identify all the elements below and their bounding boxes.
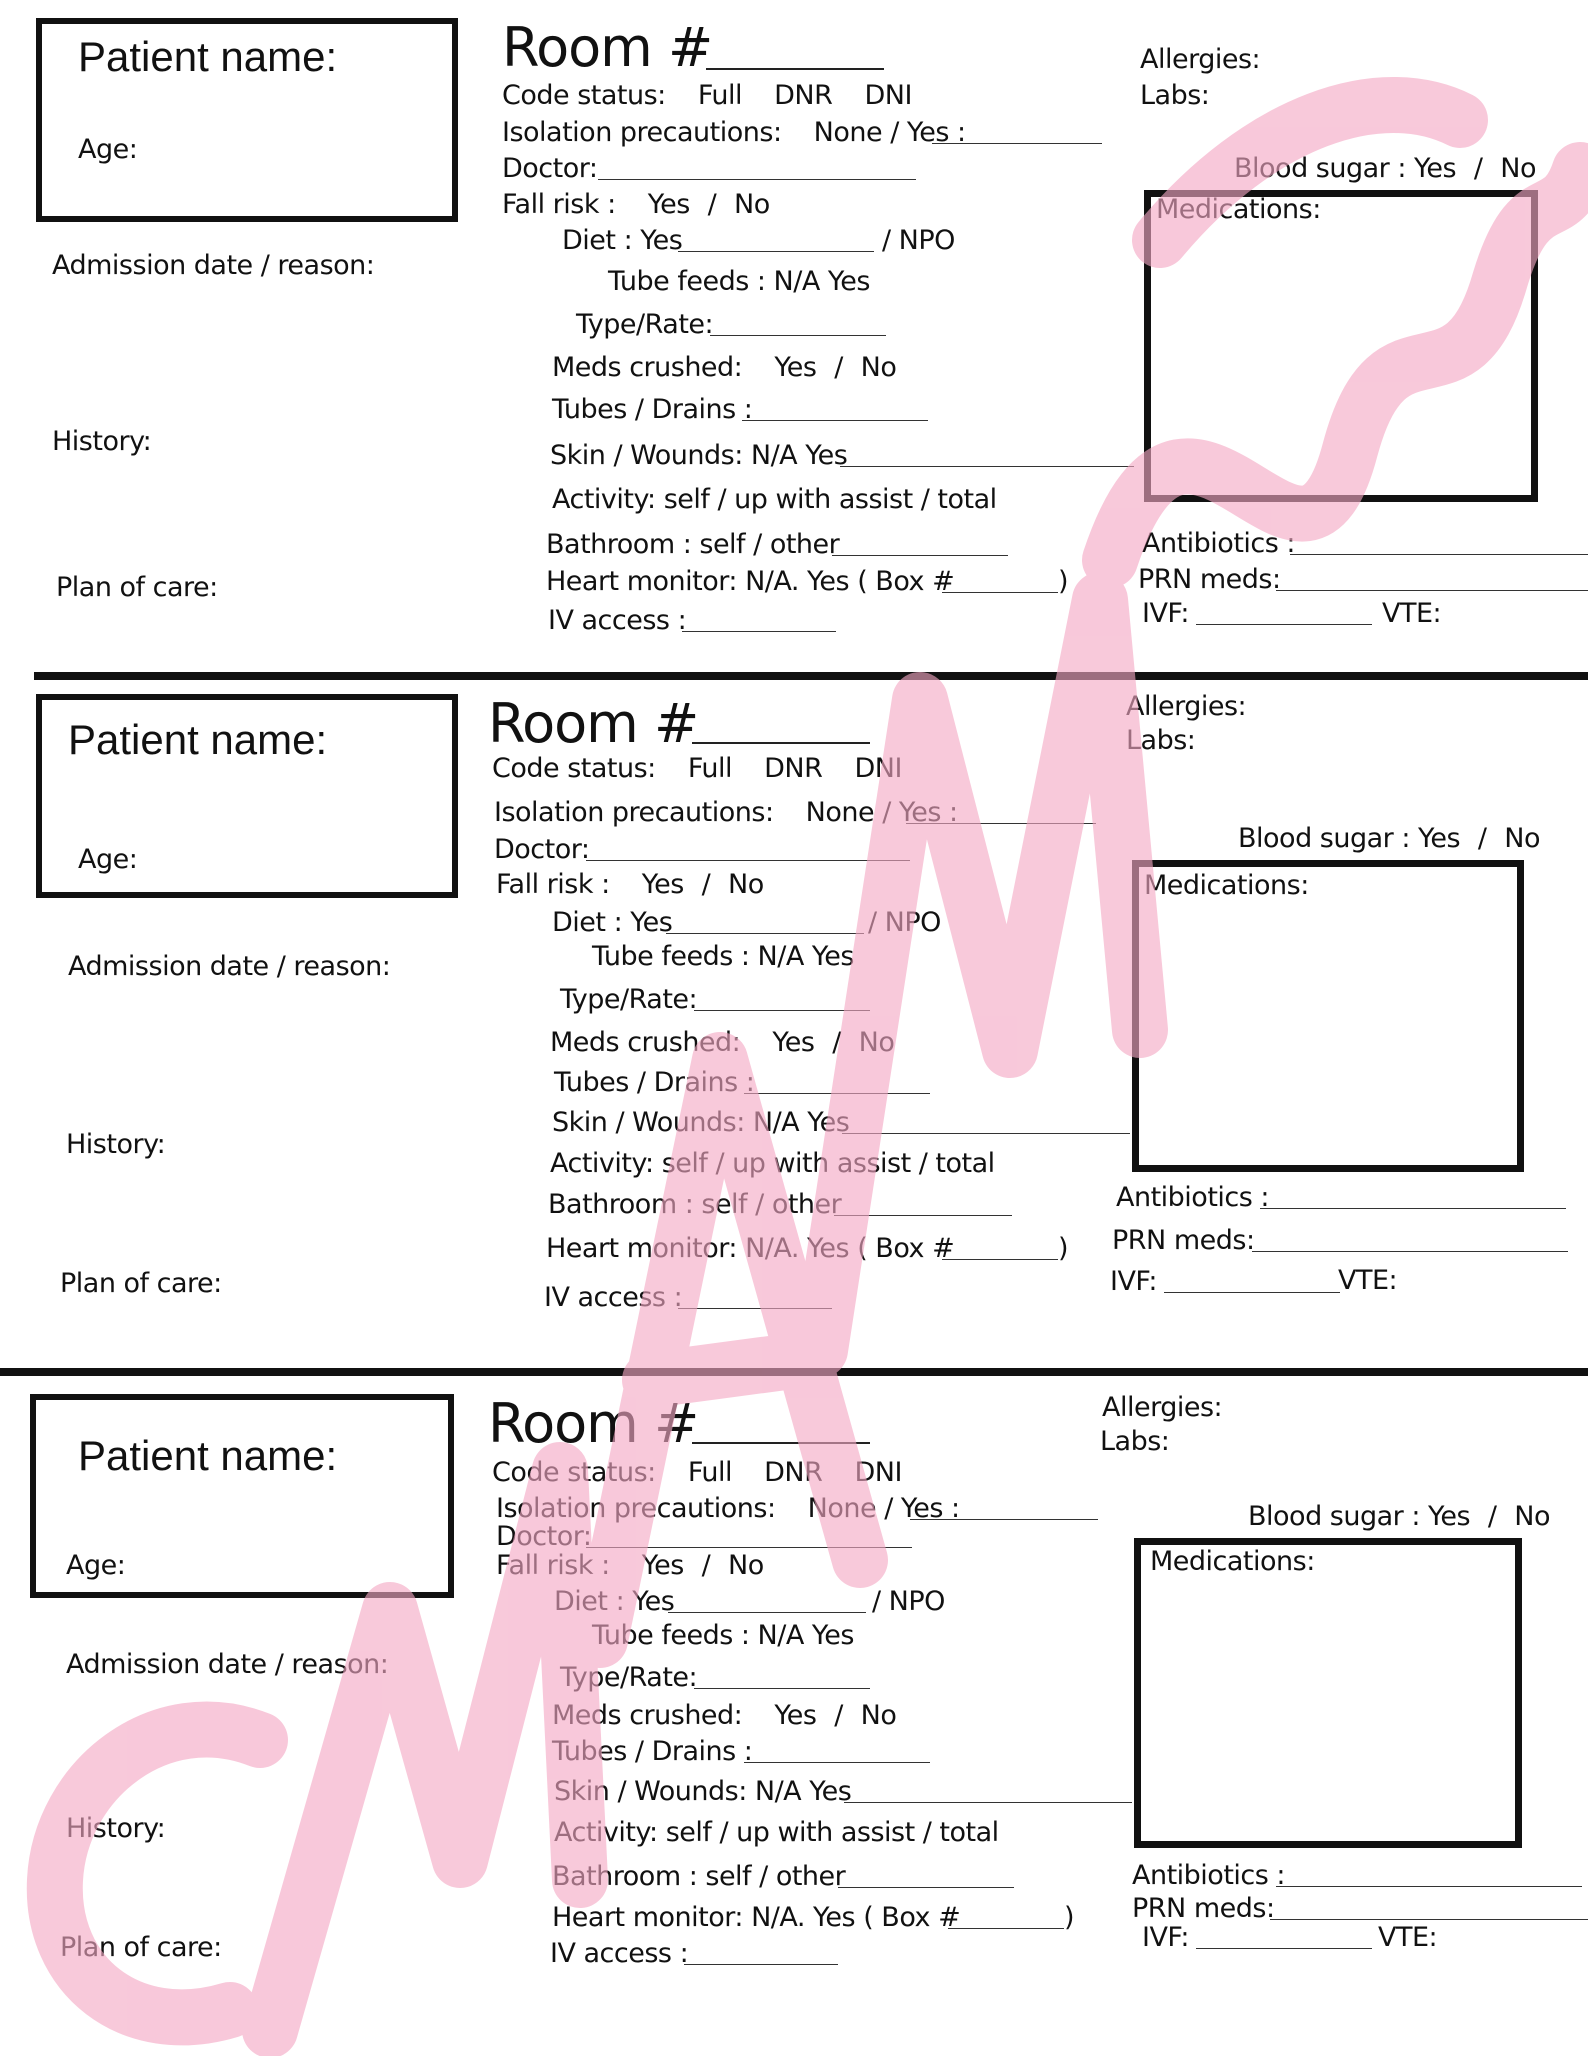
meds-crushed-no-option[interactable]: No	[860, 352, 897, 383]
blood-sugar-label[interactable]: Blood sugar : Yes	[1248, 1501, 1471, 1532]
watermark-letter-c	[55, 1729, 260, 2017]
tube-feeds-label: Tube feeds : N/A Yes	[592, 1620, 854, 1651]
patient-name-label: Patient name:	[78, 33, 338, 80]
blood-sugar-no-option[interactable]: No	[1514, 1501, 1551, 1532]
heart-monitor-blank[interactable]	[942, 1259, 1058, 1260]
vte-label: VTE:	[1338, 1265, 1398, 1296]
isolation-blank[interactable]	[906, 823, 1096, 824]
admission-label: Admission date / reason:	[68, 951, 391, 982]
prn-meds-label: PRN meds:	[1112, 1225, 1255, 1256]
code-status-row	[492, 1457, 902, 1489]
medications-label: Medications:	[1144, 870, 1309, 901]
patient-name-label: Patient name:	[68, 716, 328, 763]
meds-crushed-label: Meds crushed:	[552, 352, 743, 383]
activity-label: Activity: self / up with assist / total	[552, 484, 997, 515]
meds-crushed-row: Meds crushed: Yes / No	[552, 352, 897, 383]
doctor-label: Doctor:	[496, 1521, 592, 1552]
isolation-yes-option[interactable]: / Yes :	[884, 1493, 960, 1524]
code-dnr-option[interactable]: DNR	[774, 80, 833, 111]
doctor-label: Doctor:	[502, 153, 598, 184]
heart-monitor-label: Heart monitor: N/A. Yes ( Box #	[552, 1902, 961, 1933]
activity-label: Activity: self / up with assist / total	[554, 1817, 999, 1848]
fall-risk-no-option[interactable]: No	[728, 1550, 764, 1581]
doctor-label: Doctor:	[494, 834, 590, 865]
doctor-blank[interactable]	[586, 1547, 912, 1548]
code-status-label: Code status:	[492, 1457, 656, 1488]
blood-sugar-label[interactable]: Blood sugar : Yes	[1238, 823, 1461, 854]
meds-crushed-row: Meds crushed: Yes / No	[550, 1027, 895, 1058]
diet-label: Diet : Yes	[552, 907, 673, 938]
skin-wounds-blank[interactable]	[842, 1133, 1130, 1134]
type-rate-blank[interactable]	[694, 1010, 870, 1011]
ivf-blank[interactable]	[1196, 1948, 1372, 1949]
labs-label: Labs:	[1100, 1426, 1170, 1457]
allergies-label: Allergies:	[1126, 691, 1247, 722]
code-dni-option[interactable]: DNI	[854, 753, 902, 784]
skin-wounds-label: Skin / Wounds: N/A Yes	[552, 1107, 850, 1138]
type-rate-label: Type/Rate:	[560, 984, 698, 1015]
fall-risk-row: Fall risk : Yes / No	[496, 1550, 764, 1581]
medications-label: Medications:	[1150, 1546, 1315, 1577]
type-rate-blank[interactable]	[694, 1688, 870, 1689]
room-label: Room #	[488, 692, 699, 755]
heart-monitor-label: Heart monitor: N/A. Yes ( Box #	[546, 1233, 955, 1264]
blood-sugar-no-option[interactable]: No	[1500, 153, 1537, 184]
heart-monitor-blank[interactable]	[948, 1928, 1064, 1929]
prn-meds-blank[interactable]	[1252, 1251, 1568, 1252]
bathroom-label: Bathroom : self / other	[546, 529, 840, 560]
skin-wounds-label: Skin / Wounds: N/A Yes	[550, 440, 848, 471]
code-dnr-option[interactable]: DNR	[764, 1457, 823, 1488]
diet-npo-option[interactable]: / NPO	[882, 225, 955, 256]
isolation-none-option[interactable]: None	[807, 1493, 877, 1524]
patient-name-label: Patient name:	[78, 1432, 338, 1479]
heart-monitor-label: Heart monitor: N/A. Yes ( Box #	[546, 566, 955, 597]
blood-sugar-row: Blood sugar : Yes / No	[1248, 1501, 1551, 1532]
code-dni-option[interactable]: DNI	[854, 1457, 902, 1488]
plan-of-care-label: Plan of care:	[56, 572, 218, 603]
meds-crushed-no-option[interactable]: No	[858, 1027, 895, 1058]
diet-label: Diet : Yes	[562, 225, 683, 256]
medications-box[interactable]	[1134, 1538, 1522, 1848]
prn-meds-label: PRN meds:	[1132, 1893, 1275, 1924]
heart-monitor-close: )	[1064, 1902, 1075, 1933]
ivf-label: IVF:	[1142, 1922, 1189, 1953]
admission-label: Admission date / reason:	[66, 1649, 389, 1680]
fall-risk-yes-option[interactable]: Yes	[647, 189, 690, 220]
diet-blank[interactable]	[668, 1612, 866, 1613]
meds-crushed-no-option[interactable]: No	[860, 1700, 897, 1731]
blood-sugar-label[interactable]: Blood sugar : Yes	[1234, 153, 1457, 184]
allergies-label: Allergies:	[1140, 44, 1261, 75]
isolation-label: Isolation precautions:	[494, 797, 774, 828]
room-label: Room #	[488, 1392, 699, 1455]
isolation-none-option[interactable]: None	[805, 797, 875, 828]
allergies-label: Allergies:	[1102, 1392, 1223, 1423]
bathroom-label: Bathroom : self / other	[552, 1861, 846, 1892]
activity-label: Activity: self / up with assist / total	[550, 1148, 995, 1179]
diet-npo-option[interactable]: / NPO	[872, 1586, 945, 1617]
meds-crushed-yes-option[interactable]: Yes	[774, 1700, 817, 1731]
iv-access-label: IV access :	[548, 605, 687, 636]
tube-feeds-label: Tube feeds : N/A Yes	[592, 941, 854, 972]
heart-monitor-close: )	[1058, 1233, 1069, 1264]
fall-risk-label: Fall risk :	[502, 189, 616, 220]
bathroom-blank[interactable]	[834, 1215, 1012, 1216]
medications-box[interactable]	[1132, 860, 1524, 1172]
age-label: Age:	[78, 844, 138, 875]
vte-label: VTE:	[1382, 598, 1442, 629]
code-status-label: Code status:	[492, 753, 656, 784]
room-label: Room #	[502, 16, 713, 79]
meds-crushed-label: Meds crushed:	[552, 1700, 743, 1731]
history-label: History:	[66, 1813, 166, 1844]
code-full-option[interactable]: Full	[687, 1457, 733, 1488]
isolation-yes-option[interactable]: / Yes :	[882, 797, 958, 828]
plan-of-care-label: Plan of care:	[60, 1268, 222, 1299]
isolation-blank[interactable]	[910, 1519, 1098, 1520]
tubes-drains-label: Tubes / Drains :	[552, 1736, 753, 1767]
iv-access-blank[interactable]	[684, 1964, 838, 1965]
section-divider-2	[0, 1368, 1588, 1376]
iv-access-label: IV access :	[550, 1938, 689, 1969]
meds-crushed-yes-option[interactable]: Yes	[772, 1027, 815, 1058]
prn-meds-blank[interactable]	[1270, 1919, 1588, 1920]
bathroom-blank[interactable]	[838, 1887, 1014, 1888]
tubes-drains-blank[interactable]	[744, 1093, 930, 1094]
medications-label: Medications:	[1156, 194, 1321, 225]
section-divider-1	[34, 672, 1588, 680]
isolation-none-option[interactable]: None	[813, 117, 883, 148]
antibiotics-label: Antibiotics :	[1116, 1182, 1270, 1213]
code-status-row	[492, 753, 902, 785]
fall-risk-label: Fall risk :	[496, 1550, 610, 1581]
antibiotics-label: Antibiotics :	[1142, 528, 1296, 559]
antibiotics-blank[interactable]	[1260, 1208, 1566, 1209]
ivf-label: IVF:	[1142, 598, 1189, 629]
iv-access-blank[interactable]	[678, 1308, 832, 1309]
code-dni-option[interactable]: DNI	[864, 80, 912, 111]
history-label: History:	[66, 1129, 166, 1160]
tubes-drains-label: Tubes / Drains :	[554, 1067, 755, 1098]
fall-risk-yes-option[interactable]: Yes	[641, 1550, 684, 1581]
history-label: History:	[52, 426, 152, 457]
type-rate-label: Type/Rate:	[560, 1662, 698, 1693]
skin-wounds-blank[interactable]	[844, 1802, 1132, 1803]
code-status-label: Code status:	[502, 80, 666, 111]
fall-risk-no-option[interactable]: No	[734, 189, 770, 220]
diet-blank[interactable]	[666, 933, 864, 934]
diet-npo-option[interactable]: / NPO	[868, 907, 941, 938]
prn-meds-label: PRN meds:	[1138, 564, 1281, 595]
skin-wounds-label: Skin / Wounds: N/A Yes	[554, 1776, 852, 1807]
fall-risk-label: Fall risk :	[496, 869, 610, 900]
antibiotics-blank[interactable]	[1276, 1886, 1582, 1887]
fall-risk-row: Fall risk : Yes / No	[496, 869, 764, 900]
isolation-row	[494, 797, 958, 829]
meds-crushed-row: Meds crushed: Yes / No	[552, 1700, 897, 1731]
meds-crushed-label: Meds crushed:	[550, 1027, 741, 1058]
fall-risk-row: Fall risk : Yes / No	[502, 189, 770, 220]
fall-risk-yes-option[interactable]: Yes	[641, 869, 684, 900]
labs-label: Labs:	[1126, 725, 1196, 756]
plan-of-care-label: Plan of care:	[60, 1932, 222, 1963]
ivf-label: IVF:	[1110, 1266, 1157, 1297]
code-full-option[interactable]: Full	[687, 753, 733, 784]
diet-label: Diet : Yes	[554, 1586, 675, 1617]
doctor-blank[interactable]	[586, 860, 910, 861]
labs-label: Labs:	[1140, 80, 1210, 111]
iv-access-label: IV access :	[544, 1282, 683, 1313]
age-label: Age:	[66, 1550, 126, 1581]
code-dnr-option[interactable]: DNR	[764, 753, 823, 784]
blood-sugar-no-option[interactable]: No	[1504, 823, 1541, 854]
age-label: Age:	[78, 134, 138, 165]
tubes-drains-label: Tubes / Drains :	[552, 394, 753, 425]
antibiotics-label: Antibiotics :	[1132, 1860, 1286, 1891]
fall-risk-no-option[interactable]: No	[728, 869, 764, 900]
isolation-label: Isolation precautions:	[496, 1493, 776, 1524]
admission-label: Admission date / reason:	[52, 250, 375, 281]
isolation-yes-option[interactable]: / Yes :	[890, 117, 966, 148]
isolation-label: Isolation precautions:	[502, 117, 782, 148]
type-rate-label: Type/Rate:	[576, 309, 714, 340]
tube-feeds-label: Tube feeds : N/A Yes	[608, 266, 870, 297]
blood-sugar-row: Blood sugar : Yes / No	[1234, 153, 1537, 184]
tubes-drains-blank[interactable]	[744, 1762, 930, 1763]
heart-monitor-close: )	[1058, 566, 1069, 597]
bathroom-label: Bathroom : self / other	[548, 1189, 842, 1220]
vte-label: VTE:	[1378, 1922, 1438, 1953]
room-blank[interactable]	[692, 1442, 870, 1444]
code-full-option[interactable]: Full	[697, 80, 743, 111]
meds-crushed-yes-option[interactable]: Yes	[774, 352, 817, 383]
blood-sugar-row: Blood sugar : Yes / No	[1238, 823, 1541, 854]
ivf-blank[interactable]	[1164, 1292, 1340, 1293]
room-blank[interactable]	[692, 742, 870, 744]
